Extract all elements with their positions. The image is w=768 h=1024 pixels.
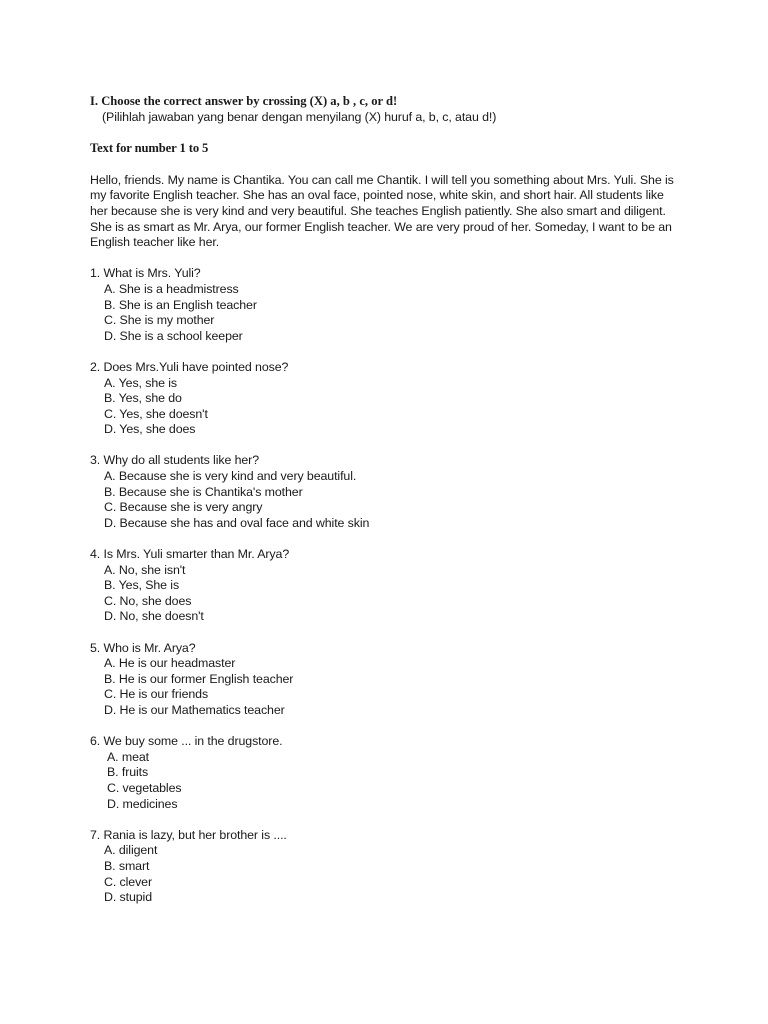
option-list <box>90 563 690 625</box>
option-c[interactable]: C. Because she is very angry <box>104 500 263 515</box>
option-c[interactable]: C. No, she does <box>104 593 192 608</box>
text-heading: Text for number 1 to 5 <box>90 141 209 156</box>
option-c[interactable]: C. clever <box>104 874 152 889</box>
option-b[interactable]: B. Yes, She is <box>104 578 180 593</box>
question-3 <box>90 453 690 531</box>
option-c[interactable]: C. Yes, she doesn't <box>104 406 208 421</box>
option-b[interactable]: B. He is our former English teacher <box>104 671 294 686</box>
question-5 <box>90 641 690 719</box>
option-b[interactable]: B. Yes, she do <box>104 391 182 406</box>
reading-passage: Hello, friends. My name is Chantika. You can call me Chantik. I will tell you something about Mrs. Yuli. She is my favorite English teacher. She has an oval face, pointed nose, white skin, and short hair. All students like her because she is very kind and very beautiful. She teaches English patiently. She also smart and diligent. She is as smart as Mr. Arya, our former English teacher. We are very proud of her. Someday, I want to be an English teacher like her. <box>90 172 674 250</box>
option-b[interactable]: B. Because she is Chantika's mother <box>104 484 303 499</box>
option-c[interactable]: C. He is our friends <box>104 687 209 702</box>
option-b[interactable]: B. fruits <box>107 765 149 780</box>
question-list <box>90 266 690 905</box>
option-d[interactable]: D. She is a school keeper <box>104 328 243 343</box>
option-d[interactable]: D. medicines <box>107 796 178 811</box>
option-d[interactable]: D. Because she has and oval face and white skin <box>104 515 370 530</box>
option-list <box>90 843 690 905</box>
question-7 <box>90 828 690 906</box>
option-a[interactable]: A. He is our headmaster <box>104 656 236 671</box>
worksheet-page <box>90 94 690 921</box>
option-d[interactable]: D. He is our Mathematics teacher <box>104 702 285 717</box>
question-text: 6. We buy some ... in the drugstore. <box>90 734 283 749</box>
option-d[interactable]: D. Yes, she does <box>104 422 196 437</box>
option-d[interactable]: D. No, she doesn't <box>104 609 204 624</box>
option-b[interactable]: B. She is an English teacher <box>104 297 257 312</box>
option-c[interactable]: C. She is my mother <box>104 313 215 328</box>
option-a[interactable]: A. Yes, she is <box>104 375 177 390</box>
option-list <box>90 656 690 718</box>
option-a[interactable]: A. diligent <box>104 843 158 858</box>
question-text: 7. Rania is lazy, but her brother is .... <box>90 827 287 842</box>
option-list <box>90 469 690 531</box>
question-text: 4. Is Mrs. Yuli smarter than Mr. Arya? <box>90 547 290 562</box>
option-a[interactable]: A. No, she isn't <box>104 562 186 577</box>
option-a[interactable]: A. meat <box>107 749 149 764</box>
option-c[interactable]: C. vegetables <box>107 780 182 795</box>
question-2 <box>90 360 690 438</box>
question-text: 3. Why do all students like her? <box>90 453 259 468</box>
option-b[interactable]: B. smart <box>104 858 150 873</box>
option-a[interactable]: A. Because she is very kind and very beautiful. <box>104 469 357 484</box>
instruction-title: I. Choose the correct answer by crossing (X) a, b , c, or d! <box>90 94 398 108</box>
option-d[interactable]: D. stupid <box>104 890 152 905</box>
instruction-subtitle: (Pilihlah jawaban yang benar dengan menyilang (X) huruf a, b, c, atau d!) <box>102 109 497 124</box>
question-6 <box>90 734 690 812</box>
option-list <box>90 282 690 344</box>
option-list <box>90 750 690 812</box>
question-4 <box>90 547 690 625</box>
option-list <box>90 376 690 438</box>
option-a[interactable]: A. She is a headmistress <box>104 281 239 296</box>
question-text: 2. Does Mrs.Yuli have pointed nose? <box>90 359 289 374</box>
question-text: 1. What is Mrs. Yuli? <box>90 266 201 281</box>
question-1 <box>90 266 690 344</box>
question-text: 5. Who is Mr. Arya? <box>90 640 196 655</box>
